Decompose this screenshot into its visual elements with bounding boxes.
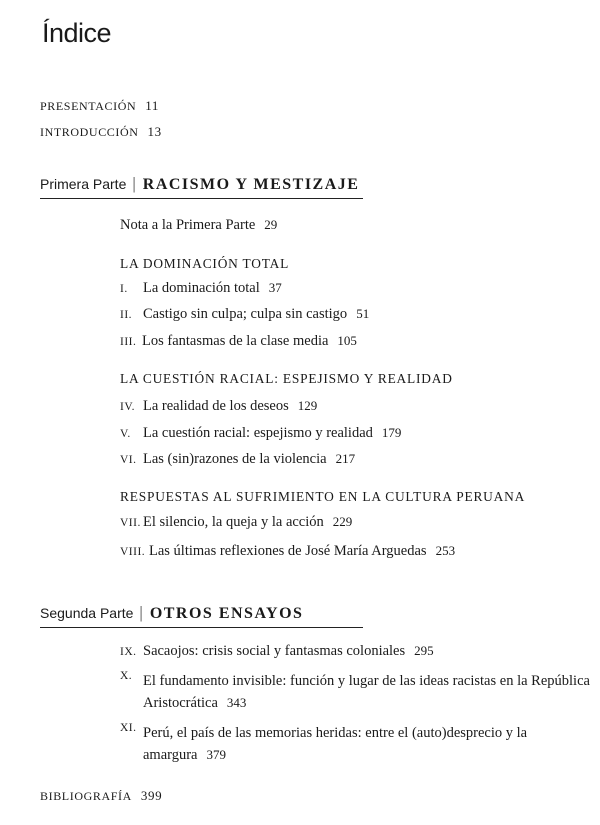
entry-text: La cuestión racial: espejismo y realidad xyxy=(143,425,373,441)
entry-page: 51 xyxy=(356,306,370,321)
entry-text: Las (sin)razones de la violencia xyxy=(143,451,327,467)
entry-text: La dominación total xyxy=(143,280,260,296)
entry-page: 229 xyxy=(332,514,353,529)
toc-entry-chapter-3[interactable] xyxy=(120,333,357,350)
section-heading: LA CUESTIÓN RACIAL: ESPEJISMO Y REALIDAD xyxy=(120,371,453,386)
toc-entry-chapter-11[interactable] xyxy=(120,722,600,766)
entry-page: 13 xyxy=(147,124,162,139)
chapter-number: III. xyxy=(120,336,137,348)
entry-text: Los fantasmas de la clase media xyxy=(142,333,329,349)
toc-entry-chapter-1[interactable] xyxy=(120,280,282,297)
part1-heading xyxy=(40,174,359,194)
entry-text: La realidad de los deseos xyxy=(143,398,289,414)
toc-entry-introduccion[interactable] xyxy=(40,124,162,140)
entry-text: Sacaojos: crisis social y fantasmas coloniales xyxy=(143,643,406,659)
chapter-number: XI. xyxy=(120,722,137,734)
chapter-number: VII. xyxy=(120,517,141,529)
part-separator: | xyxy=(139,603,143,622)
entry-text: El silencio, la queja y la acción xyxy=(143,514,324,530)
entry-text: Nota a la Primera Parte xyxy=(120,217,256,233)
toc-entry-chapter-7[interactable] xyxy=(120,514,352,531)
entry-page: 29 xyxy=(264,217,278,232)
chapter-number: I. xyxy=(120,283,128,295)
entry-page: 179 xyxy=(381,425,402,440)
part2-rule xyxy=(40,627,363,628)
toc-entry-chapter-5[interactable] xyxy=(120,425,401,442)
entry-page: 217 xyxy=(335,451,356,466)
toc-entry-chapter-8[interactable] xyxy=(120,543,455,560)
entry-text: Las últimas reflexiones de José María Arguedas xyxy=(149,543,427,559)
entry-page: 253 xyxy=(435,543,456,558)
entry-page: 379 xyxy=(206,747,226,762)
entry-page: 37 xyxy=(268,280,282,295)
entry-page: 343 xyxy=(226,695,247,710)
toc-entry-chapter-4[interactable] xyxy=(120,398,317,415)
section-heading: RESPUESTAS AL SUFRIMIENTO EN LA CULTURA PERUANA xyxy=(120,489,526,504)
entry-page: 11 xyxy=(145,98,159,113)
section-heading: LA DOMINACIÓN TOTAL xyxy=(120,256,290,271)
toc-entry-nota[interactable] xyxy=(120,217,277,234)
part-title: OTROS ENSAYOS xyxy=(149,605,304,622)
part-label: Segunda Parte xyxy=(40,605,134,621)
entry-page: 105 xyxy=(337,333,357,348)
page-title: Índice xyxy=(42,18,112,48)
toc-entry-bibliografia[interactable] xyxy=(40,788,162,804)
entry-page: 295 xyxy=(414,643,434,658)
toc-entry-chapter-9[interactable] xyxy=(120,643,434,660)
chapter-number: IX. xyxy=(120,646,137,658)
part-separator: | xyxy=(132,174,136,193)
chapter-number: X. xyxy=(120,670,133,682)
entry-text: Perú, el país de las memorias heridas: entre el (auto)desprecio y la amargura xyxy=(143,725,528,763)
part-label: Primera Parte xyxy=(40,176,127,192)
part-title: RACISMO Y MESTIZAJE xyxy=(142,176,360,193)
toc-entry-chapter-6[interactable] xyxy=(120,451,355,468)
chapter-number: VIII. xyxy=(120,546,146,558)
entry-label: BIBLIOGRAFÍA xyxy=(40,789,132,803)
entry-label: INTRODUCCIÓN xyxy=(40,125,139,139)
entry-page: 129 xyxy=(297,398,318,413)
toc-entry-chapter-10[interactable] xyxy=(120,670,600,714)
chapter-number: VI. xyxy=(120,454,137,466)
toc-entry-chapter-2[interactable] xyxy=(120,306,369,323)
entry-label: PRESENTACIÓN xyxy=(40,99,137,113)
entry-page: 399 xyxy=(140,788,163,803)
entry-text: El fundamento invisible: función y lugar de las ideas racistas en la República Aristocrática xyxy=(143,673,590,711)
part1-rule xyxy=(40,198,363,199)
part2-heading xyxy=(40,603,303,623)
chapter-number: IV. xyxy=(120,401,136,413)
entry-text: Castigo sin culpa; culpa sin castigo xyxy=(143,306,348,322)
toc-entry-presentacion[interactable] xyxy=(40,98,159,114)
chapter-number: V. xyxy=(120,428,131,440)
chapter-number: II. xyxy=(120,309,133,321)
